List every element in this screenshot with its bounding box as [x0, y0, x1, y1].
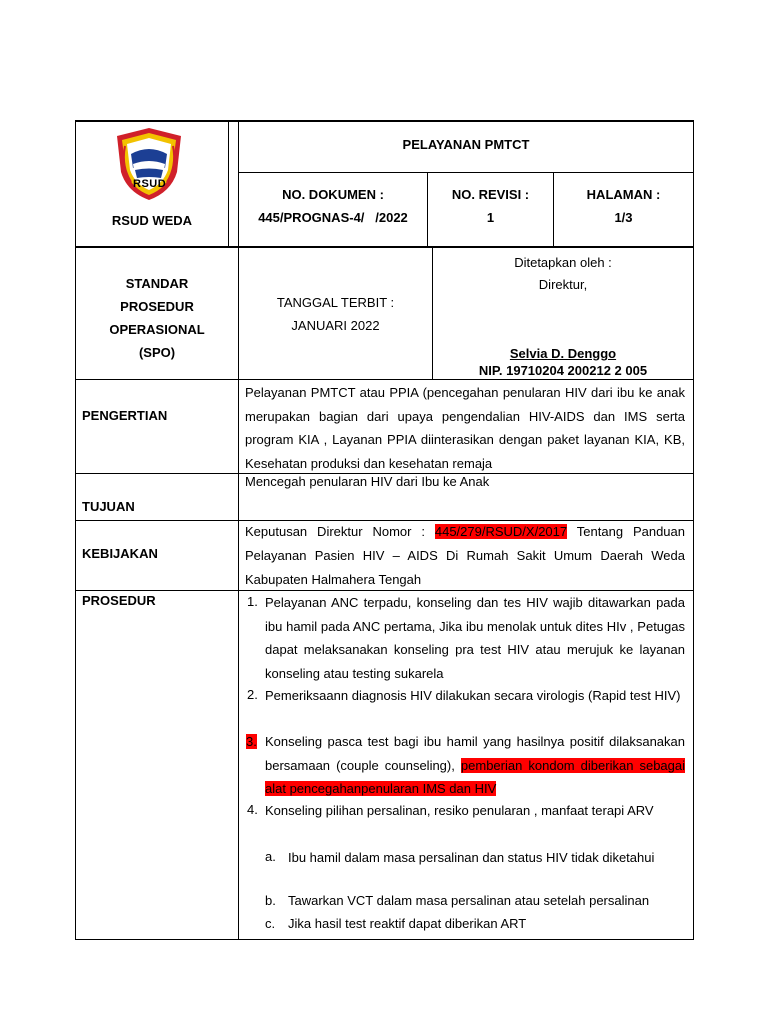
tujuan-label: TUJUAN: [82, 499, 135, 514]
sub-item-c-label: c.: [265, 916, 276, 931]
signer-name: Selvia D. Denggo: [509, 346, 617, 361]
pengertian-text: Pelayanan PMTCT atau PPIA (pencegahan penularan HIV dari ibu ke anak merupakan bagian dari upaya pengendalian HIV-AIDS dan IMS serta program KIA , Layanan PPIA diinterasikan dengan paket layanan KIA, KB, Kesehatan produksi dan kesehatan remaja: [245, 385, 685, 471]
sub-item-b: Tawarkan VCT dalam masa persalinan atau setelah persalinan: [288, 893, 650, 908]
hline-title-bottom: [238, 172, 694, 173]
prosedur-item-3-text: Konseling pasca test bagi ibu hamil yang hasilnya positif dilaksanakan bersamaan (couple counseling),: [265, 734, 685, 773]
hline-top: [75, 120, 694, 122]
kebijakan-label: KEBIJAKAN: [82, 546, 158, 561]
prosedur-item-1: Pelayanan ANC terpadu, konseling dan tes HIV wajib ditawarkan pada ibu hamil pada ANC pertama, Jika ibu menolak untuk dites HIv , Petugas dapat melaksanakan konseling pra test HIV atau merujuk ke layanan konseling atau testing sukarela: [265, 595, 685, 681]
kebijakan-text-before: Keputusan Direktur Nomor :: [245, 524, 435, 539]
vline-left: [75, 120, 76, 940]
prosedur-item-3-num: 3.: [246, 734, 257, 749]
shield-emblem-icon: [115, 126, 183, 202]
signer-nip: NIP. 19710204 200212 2 005: [478, 363, 648, 378]
kebijakan-text-after: Tentang Panduan Pelayanan Pasien HIV – AIDS Di Rumah Sakit Umum Daerah Weda Kabupaten Halmahera Tengah: [245, 524, 685, 587]
spo-label: [76, 272, 238, 364]
hospital-name: RSUD WEDA: [111, 213, 193, 228]
tujuan-text: Mencegah penularan HIV dari Ibu ke Anak: [245, 474, 490, 489]
revision-label: NO. REVISI :: [451, 187, 530, 202]
prosedur-item-3: [265, 730, 685, 801]
spo-line-4: (SPO): [138, 345, 176, 360]
vline-right: [693, 120, 694, 940]
prosedur-item-3-highlight: pemberian kondom diberikan sebagai alat pencegahanpenularan IMS dan HIV: [265, 757, 685, 796]
sub-item-b-label: b.: [265, 893, 276, 908]
sub-item-c: Jika hasil test reaktif dapat diberikan ART: [288, 916, 527, 931]
hline-header-bottom: [75, 246, 694, 248]
direktur-label: Direktur,: [538, 277, 588, 292]
sub-item-a-label: a.: [265, 849, 276, 864]
vline-main: [238, 120, 239, 940]
vline-logo-right: [228, 120, 229, 247]
prosedur-label: PROSEDUR: [82, 593, 156, 608]
spo-line-3: OPERASIONAL: [109, 322, 205, 337]
prosedur-item-4-num: 4.: [247, 802, 258, 817]
page-label: HALAMAN :: [586, 187, 661, 202]
doc-number-label: NO. DOKUMEN :: [282, 187, 384, 202]
spo-line-1: STANDAR: [125, 276, 189, 291]
logo-text: RSUD: [133, 178, 167, 190]
tanggal-terbit-value: JANUARI 2022: [291, 318, 380, 333]
spo-line-2: PROSEDUR: [120, 299, 194, 314]
page-value: 1/3: [614, 210, 633, 225]
hline-spo-bottom: [75, 379, 694, 380]
sub-item-a: Ibu hamil dalam masa persalinan dan status HIV tidak diketahui: [288, 850, 655, 865]
prosedur-item-2-num: 2.: [247, 687, 258, 702]
doc-number-value: 445/PROGNAS-4/ /2022: [258, 210, 408, 225]
hline-bottom: [75, 939, 694, 940]
ditetapkan-label: Ditetapkan oleh :: [514, 255, 612, 270]
prosedur-item-4: Konseling pilihan persalinan, resiko penularan , manfaat terapi ARV: [265, 803, 654, 818]
kebijakan-text: [245, 520, 685, 592]
prosedur-item-2: Pemeriksaann diagnosis HIV dilakukan secara virologis (Rapid test HIV): [265, 688, 681, 703]
document-title: PELAYANAN PMTCT: [402, 137, 530, 152]
kebijakan-decree-number: 445/279/RSUD/X/2017: [434, 524, 568, 539]
tanggal-terbit-label: TANGGAL TERBIT :: [276, 295, 395, 310]
revision-value: 1: [486, 210, 495, 225]
hospital-logo: [115, 126, 183, 202]
pengertian-label: PENGERTIAN: [82, 408, 168, 423]
prosedur-item-1-num: 1.: [247, 594, 258, 609]
